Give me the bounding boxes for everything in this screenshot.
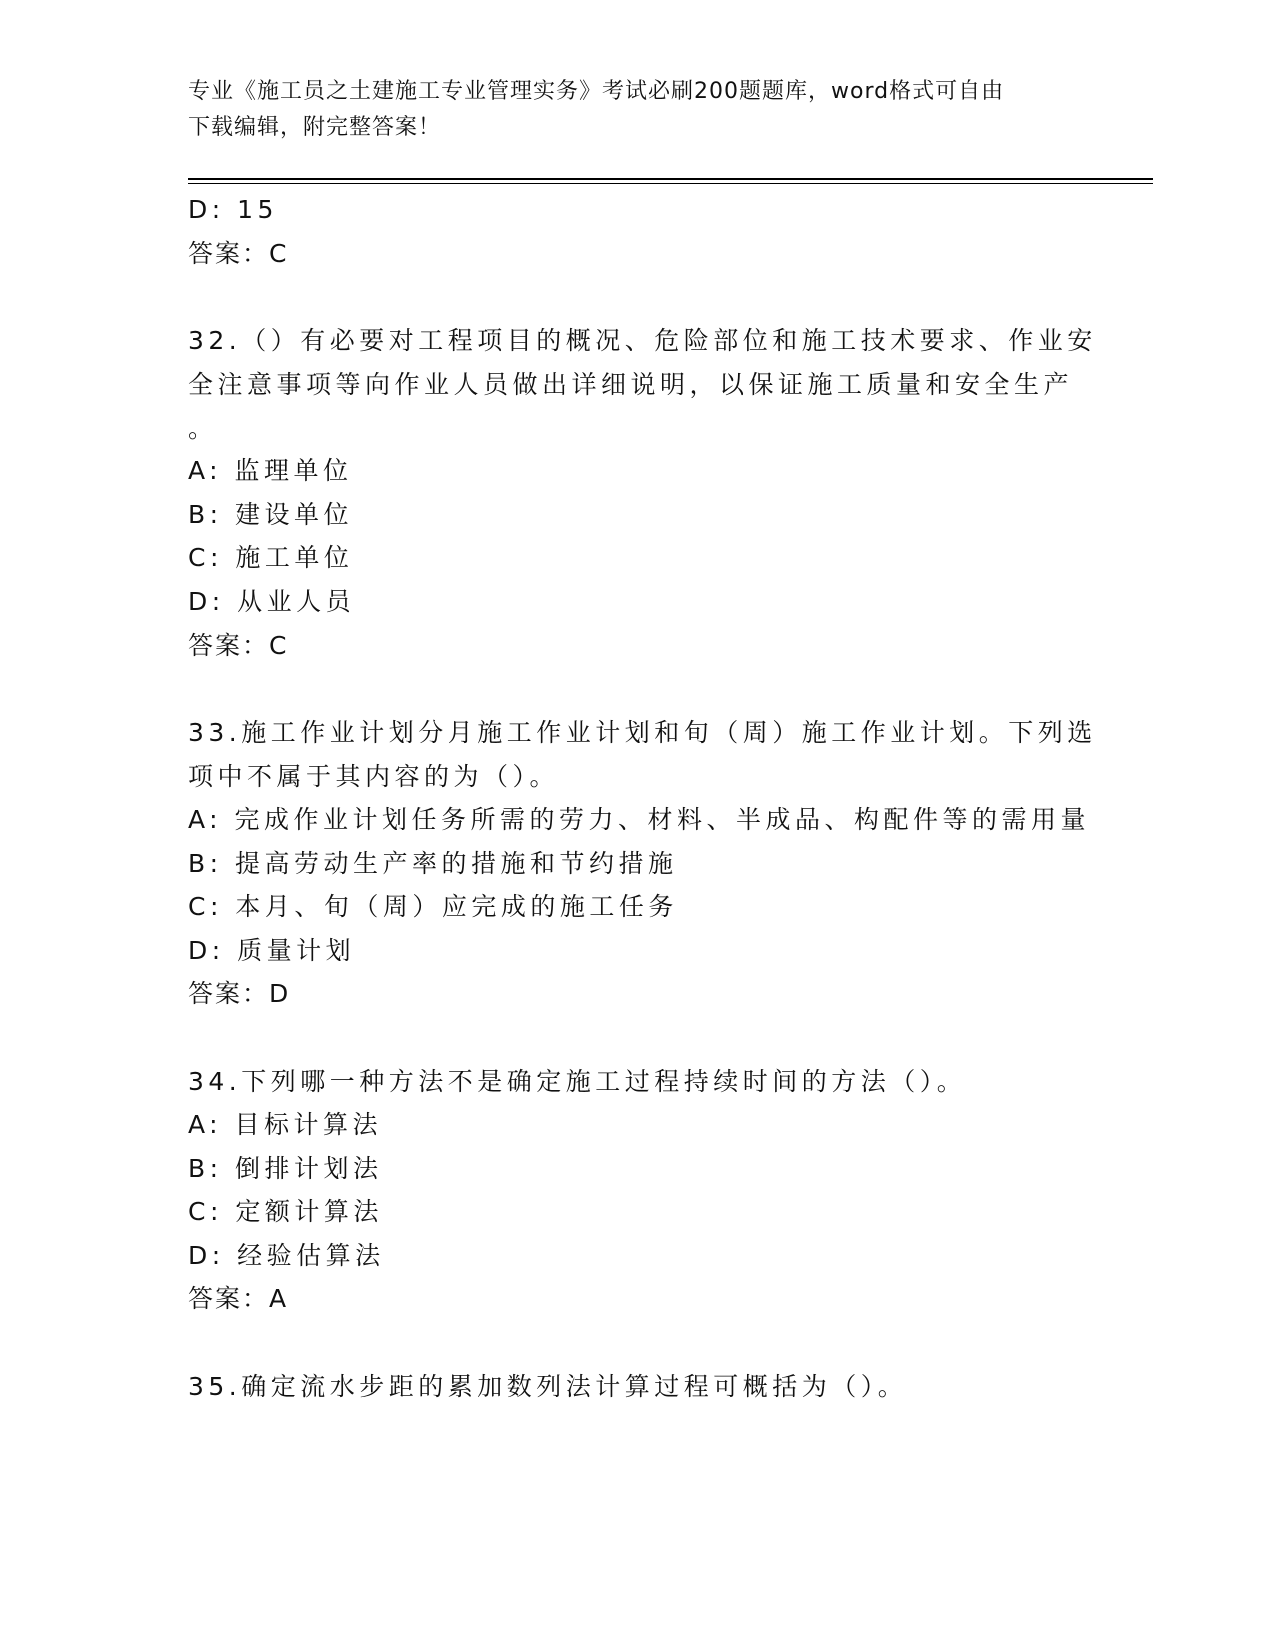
q34-option-b: B: 倒排计划法: [188, 1154, 383, 1183]
q32-text-line-1: 32.（）有必要对工程项目的概况、危险部位和施工技术要求、作业安: [188, 326, 1097, 355]
q32-option-d: D: 从业人员: [188, 587, 356, 616]
q32-text-line-2: 全注意事项等向作业人员做出详细说明，以保证施工质量和安全生产: [188, 370, 1074, 399]
q34-option-a: A: 目标计算法: [188, 1110, 383, 1139]
q33-text-line-2: 项中不属于其内容的为（）。: [188, 762, 560, 791]
q34-answer: 答案：A: [188, 1284, 289, 1313]
header-line-2: 下载编辑，附完整答案！: [188, 115, 442, 140]
q33-option-d: D: 质量计划: [188, 936, 356, 965]
q34-option-c: C: 定额计算法: [188, 1197, 383, 1226]
q34-option-d: D: 经验估算法: [188, 1241, 385, 1270]
q34-text-line-1: 34.下列哪一种方法不是确定施工过程持续时间的方法（）。: [188, 1067, 967, 1096]
q35-text-line-1: 35.确定流水步距的累加数列法计算过程可概括为（）。: [188, 1372, 908, 1401]
q33-option-b: B: 提高劳动生产率的措施和节约措施: [188, 849, 678, 878]
q33-text-line-1: 33.施工作业计划分月施工作业计划和旬（周）施工作业计划。下列选: [188, 718, 1097, 747]
header-line-1: 专业《施工员之土建施工专业管理实务》考试必刷200题题库，word格式可自由: [188, 79, 1005, 104]
q32-answer: 答案：C: [188, 631, 289, 660]
header-divider-thick: [188, 178, 1153, 180]
q33-option-c: C: 本月、旬（周）应完成的施工任务: [188, 892, 678, 921]
prev-option-d: D: 15: [188, 195, 278, 224]
q32-option-b: B: 建设单位: [188, 500, 354, 529]
prev-answer: 答案：C: [188, 239, 289, 268]
q32-text-line-3: 。: [188, 414, 218, 443]
q32-option-c: C: 施工单位: [188, 543, 354, 572]
q32-option-a: A: 监理单位: [188, 456, 353, 485]
header-divider-thin: [188, 183, 1153, 184]
document-header: [188, 74, 1088, 146]
q33-option-a: A: 完成作业计划任务所需的劳力、材料、半成品、构配件等的需用量: [188, 805, 1091, 834]
q33-answer: 答案：D: [188, 979, 291, 1008]
